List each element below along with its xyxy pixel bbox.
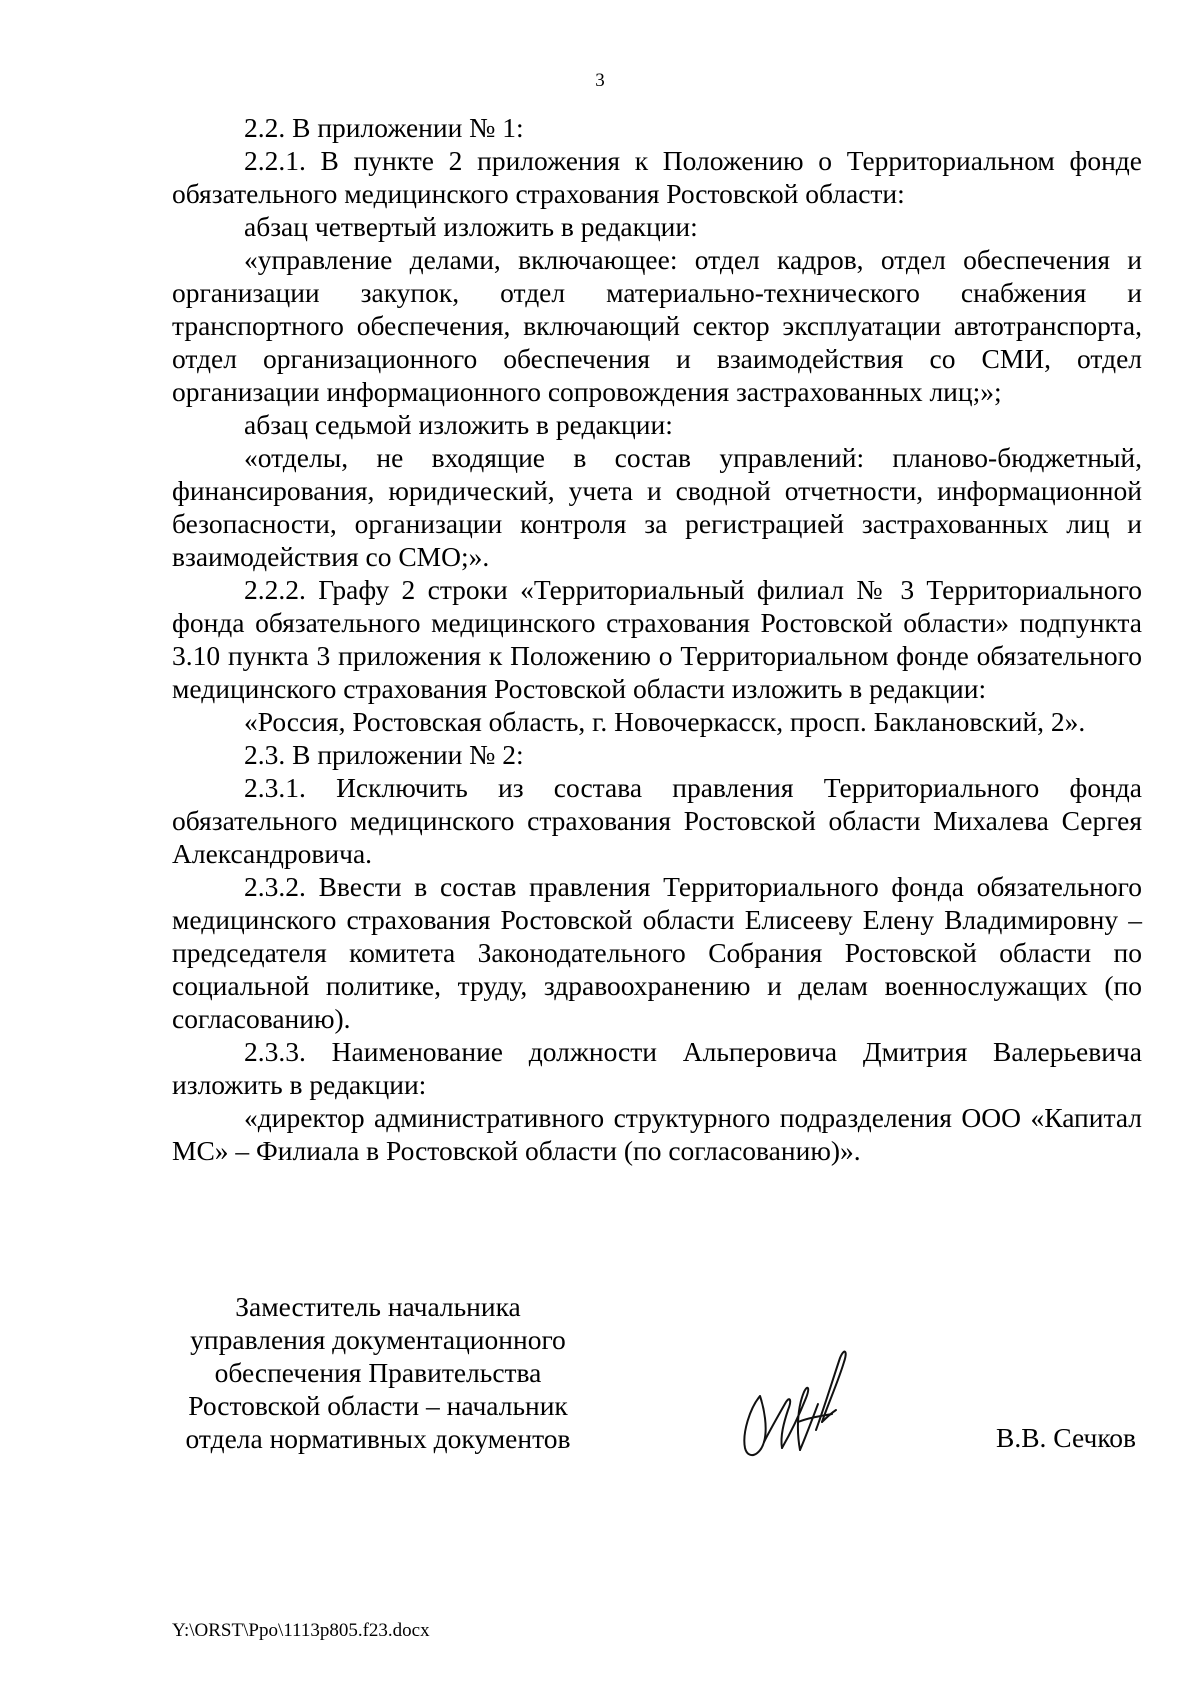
paragraph-2-2: 2.2. В приложении № 1: xyxy=(244,112,524,143)
paragraph-2-3-2: 2.3.2. Ввести в состав правления Территориального фонда обязательного медицинского страхования Ростовской области Елисееву Елену Владимировну – председателя комитета Законодательного Собрания Ростовской области по социальной политике, труду, здравоохранению и делам военнослужащих (по согласованию). xyxy=(172,871,1142,1034)
paragraph-abzac-4: абзац четвертый изложить в редакции: xyxy=(244,211,698,242)
position-line: Ростовской области – начальник xyxy=(188,1390,568,1421)
paragraph-quote-upravlenie: «управление делами, включающее: отдел кадров, отдел обеспечения и организации закупок, отдел материально-технического снабжения и транспортного обеспечения, включающий сектор эксплуатации автотранспорта, отдел организационного обеспечения и взаимодействия со СМИ, отдел организации информационного сопровождения застрахованных лиц;»; xyxy=(172,244,1142,407)
paragraph-quote-address: «Россия, Ростовская область, г. Новочеркасск, просп. Баклановский, 2». xyxy=(244,706,1086,737)
handwritten-signature-icon xyxy=(720,1338,860,1468)
position-line: отдела нормативных документов xyxy=(185,1423,571,1454)
signer-name: В.В. Сечков xyxy=(996,1422,1137,1453)
paragraph-quote-director: «директор административного структурного подразделения ООО «Капитал МС» – Филиала в Ростовской области (по согласованию)». xyxy=(172,1102,1142,1166)
position-line: Заместитель начальника xyxy=(235,1291,521,1322)
file-path: Y:\ORST\Ppo\1113p805.f23.docx xyxy=(172,1620,430,1641)
document-body xyxy=(172,111,1142,1167)
signatory-position xyxy=(168,1290,588,1455)
position-line: обеспечения Правительства xyxy=(214,1357,542,1388)
paragraph-2-3-1: 2.3.1. Исключить из состава правления Территориального фонда обязательного медицинского страхования Ростовской области Михалева Сергея Александровича. xyxy=(172,772,1142,869)
page-number: 3 xyxy=(595,70,605,91)
paragraph-quote-otdely: «отделы, не входящие в состав управлений: планово-бюджетный, финансирования, юридический, учета и сводной отчетности, информационной безопасности, организации контроля за регистрацией застрахованных лиц и взаимодействия со СМО;». xyxy=(172,442,1142,572)
paragraph-2-2-1: 2.2.1. В пункте 2 приложения к Положению о Территориальном фонде обязательного медицинского страхования Ростовской области: xyxy=(172,145,1142,209)
position-line: управления документационного xyxy=(190,1324,566,1355)
paragraph-2-3-3: 2.3.3. Наименование должности Альперовича Дмитрия Валерьевича изложить в редакции: xyxy=(172,1036,1142,1100)
paragraph-abzac-7: абзац седьмой изложить в редакции: xyxy=(244,409,673,440)
paragraph-2-2-2: 2.2.2. Графу 2 строки «Территориальный филиал № 3 Территориального фонда обязательного медицинского страхования Ростовской области» подпункта 3.10 пункта 3 приложения к Положению о Территориальном фонде обязательного медицинского страхования Ростовской области изложить в редакции: xyxy=(172,574,1142,704)
paragraph-2-3: 2.3. В приложении № 2: xyxy=(244,739,524,770)
